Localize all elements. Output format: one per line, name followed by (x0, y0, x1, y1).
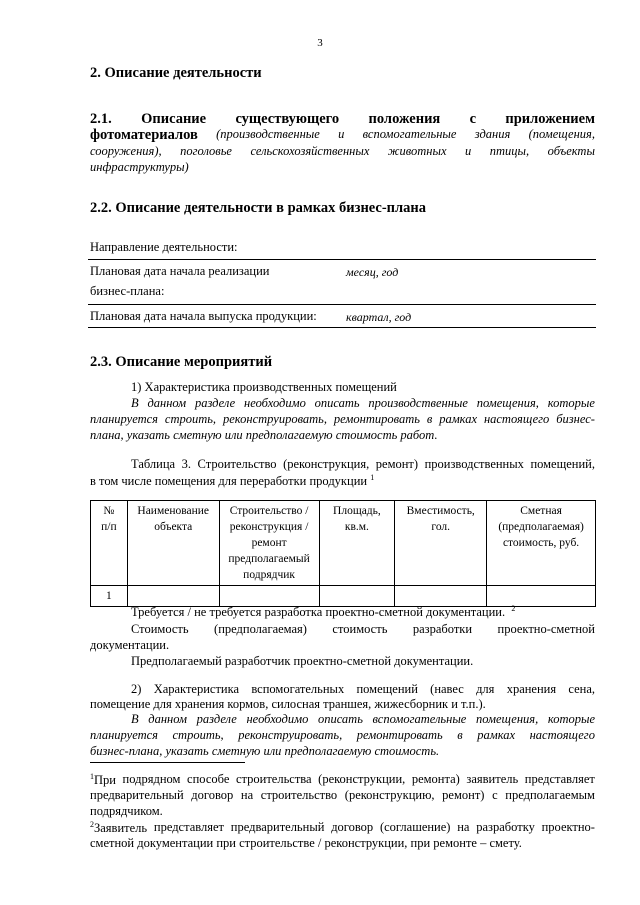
word: представляет (524, 772, 595, 786)
table-cell: 1 (91, 586, 128, 607)
col-header-capacity (395, 501, 487, 586)
word: планируется (90, 728, 158, 742)
word: описать (317, 712, 363, 726)
word: (реконструкцию, (344, 788, 435, 802)
item1-italic-line1 (131, 396, 595, 411)
footnote-ref: 1 (370, 473, 375, 482)
s21-word: существующего (235, 111, 340, 127)
word: разделе (194, 396, 236, 410)
word: разработку (476, 820, 535, 834)
page-number: 3 (317, 37, 323, 49)
header-text: № п/п (101, 505, 117, 533)
word: При (94, 773, 116, 788)
s21-word: сельскохозяйственных (250, 144, 370, 158)
word: ремонтировать (356, 728, 443, 742)
s21-word: объекты (547, 144, 595, 158)
word: заявитель (466, 772, 519, 786)
word: настоящего (483, 412, 550, 426)
word: с (492, 788, 498, 802)
word: бизнес- (556, 412, 595, 426)
footnote-mark: 1 (90, 772, 94, 781)
header-text: Сметная (предполагаемая) стоимость, руб. (498, 505, 584, 549)
word: разработки (412, 622, 473, 636)
word: Заявитель (94, 821, 148, 836)
header-text: Площадь, кв.м. (333, 505, 381, 533)
word: В (131, 712, 139, 726)
word: способе (187, 772, 230, 786)
word: строить, (172, 728, 224, 742)
header-text: Вместимость, гол. (406, 505, 475, 533)
word: ремонта) (411, 772, 460, 786)
footnote-separator (90, 762, 245, 763)
table-3 (90, 500, 596, 607)
item1-heading: 1) Характеристика производственных помещений (131, 380, 397, 394)
word: данном (148, 712, 187, 726)
s21-word: сооружения), (90, 144, 162, 158)
word: (навес (430, 682, 464, 696)
word: производственные (368, 396, 468, 410)
word: (реконструкции, (318, 772, 406, 786)
word: 2) (131, 682, 142, 696)
word: вспомогательных (251, 682, 345, 696)
footnote-1-line2 (90, 788, 595, 803)
start-date-value: месяц, год (346, 265, 399, 279)
word: ремонт) (442, 788, 485, 802)
word: сена, (568, 682, 595, 696)
word: в (426, 412, 433, 426)
word: для (476, 682, 495, 696)
s21-word: Описание (141, 111, 207, 127)
footnote-ref: 2 (511, 604, 516, 613)
caption-text: в том числе помещения для переработки продукции (90, 474, 368, 489)
s21-word: и (465, 144, 472, 158)
col-header-construction (219, 501, 319, 586)
table-caption-line2 (90, 473, 374, 489)
start-date-label: Плановая дата начала реализации (90, 264, 270, 278)
s21-word: птицы, (489, 144, 530, 158)
divider (88, 259, 596, 260)
word: реконструировать, (222, 412, 327, 426)
footnote-mark: 2 (90, 820, 94, 829)
word: договор (191, 788, 234, 802)
word: на (457, 820, 470, 834)
s21-word: положения (368, 111, 441, 127)
s21-word: (помещения, (528, 127, 595, 141)
word: данном (147, 396, 187, 410)
word: Строительство (197, 457, 277, 471)
col-header-area (319, 501, 395, 586)
s21-word: животных (387, 144, 447, 158)
item2-italic-line3: бизнес-плана, указать сметную или предполагаемую стоимость. (90, 744, 440, 758)
footnote-1-line1 (90, 772, 595, 788)
word: представляет (153, 820, 225, 834)
item2-line1 (131, 682, 595, 697)
word: в (457, 728, 463, 742)
s21-line2 (90, 127, 595, 144)
word: Стоимость (131, 622, 189, 636)
word: проектно-сметной (497, 622, 595, 636)
start-date-label-cont: бизнес-плана: (90, 284, 165, 298)
footnote-1-line3: подрядчиком. (90, 804, 163, 818)
divider (88, 327, 596, 328)
footnote-2-line1 (90, 820, 595, 836)
word: предварительный (90, 788, 184, 802)
direction-label: Направление деятельности: (90, 240, 238, 254)
word: проектно- (541, 820, 595, 834)
s21-word: (производственные (216, 127, 320, 141)
col-header-name (127, 501, 219, 586)
footnote-2-line2: сметной документации при строительстве / реконструкции, при ремонте – смету. (90, 836, 522, 850)
s21-bold-word: фотоматериалов (90, 127, 198, 143)
s21-word: 2.1. (90, 111, 112, 127)
col-header-number (91, 501, 128, 586)
header-text: Строительство / реконструкция / ремонт предполагаемый подрядчик (228, 505, 310, 581)
word: (реконструкция, (283, 457, 370, 471)
word: стоимость (332, 622, 388, 636)
word: рамках (439, 412, 478, 426)
section-2-title: 2. Описание деятельности (90, 65, 262, 81)
word: строительства (235, 772, 312, 786)
item2-line2: помещение для хранения кормов, силосная траншея, жижесборник и т.п.). (90, 697, 486, 711)
s21-word: с (469, 111, 477, 127)
output-date-label: Плановая дата начала выпуска продукции: (90, 309, 317, 323)
output-date-value: квартал, год (346, 310, 412, 324)
s21-line1 (90, 111, 595, 128)
pds-required (131, 604, 515, 620)
s21-word: и (338, 127, 345, 141)
word: рамках (477, 728, 516, 742)
s21-line4: инфраструктуры) (90, 160, 189, 174)
cost-line1 (131, 622, 595, 637)
word: которые (547, 712, 595, 726)
word: предполагаемым (505, 788, 595, 802)
word: строительство (260, 788, 338, 802)
cost-line2: документации. (90, 638, 170, 652)
word: Характеристика (153, 682, 240, 696)
item2-italic-line1 (131, 712, 595, 727)
word: строить, (164, 412, 217, 426)
col-header-cost (487, 501, 596, 586)
s21-line3 (90, 144, 595, 159)
word: Таблица (131, 457, 176, 471)
word: вспомогательные (372, 712, 467, 726)
word: помещения, (476, 396, 539, 410)
word: предварительный (230, 820, 325, 834)
word: реконструировать, (238, 728, 343, 742)
word: ремонтировать (333, 412, 420, 426)
word: производственных (424, 457, 524, 471)
word: хранения (506, 682, 557, 696)
word: 3. (181, 457, 191, 471)
developer-line: Предполагаемый разработчик проектно-сметной документации. (131, 654, 474, 668)
word: подрядном (122, 772, 181, 786)
section-23-title: 2.3. Описание мероприятий (90, 354, 273, 370)
section-22-title: 2.2. Описание деятельности в рамках бизнес-плана (90, 200, 427, 216)
word: помещения, (475, 712, 539, 726)
word: необходимо (246, 712, 309, 726)
s21-word: вспомогательные (362, 127, 457, 141)
word: помещений, (530, 457, 595, 471)
word: ремонт) (375, 457, 419, 471)
table-caption-line1 (131, 457, 595, 472)
word: (соглашение) (379, 820, 451, 834)
word: договор (331, 820, 374, 834)
word: настоящего (529, 728, 595, 742)
word: (предполагаемая) (214, 622, 307, 636)
word: планируется (90, 412, 158, 426)
table-header-row (91, 501, 596, 586)
divider (88, 304, 596, 305)
header-text: Наименование объекта (137, 505, 210, 533)
pds-required-text: Требуется / не требуется разработка проектно-сметной документации. (131, 605, 506, 620)
word: описать (314, 396, 360, 410)
word: В (131, 396, 139, 410)
word: разделе (196, 712, 237, 726)
s21-word: поголовье (180, 144, 232, 158)
word: необходимо (244, 396, 306, 410)
s21-word: здания (474, 127, 511, 141)
word: которые (547, 396, 595, 410)
word: на (240, 788, 254, 802)
item1-italic-line2 (90, 412, 595, 427)
item2-italic-line2 (90, 728, 595, 743)
word: помещений (356, 682, 418, 696)
item1-italic-line3: плана, указать сметную или предполагаемую стоимость работ. (90, 428, 438, 442)
s21-word: приложением (505, 111, 595, 127)
